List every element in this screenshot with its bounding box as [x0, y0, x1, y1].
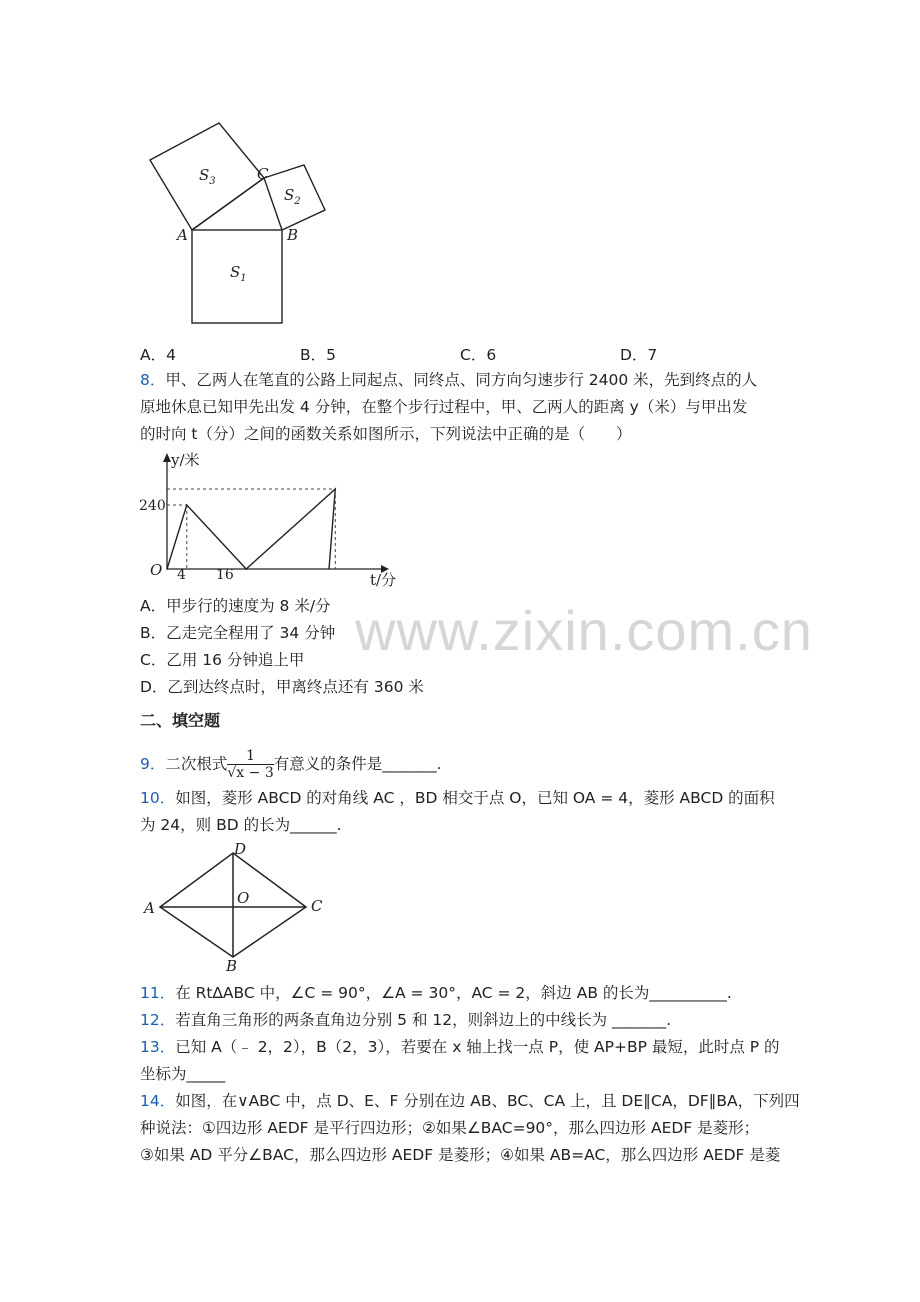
squares-figure	[140, 115, 340, 330]
data-point-0	[166, 568, 168, 570]
data-point-2	[245, 568, 247, 570]
q10-line2: 为 24，则 BD 的长为______.	[140, 816, 342, 834]
q8-line1: 8．甲、乙两人在笔直的公路上同起点、同终点、同方向匀速步行 2400 米，先到终点的人	[140, 371, 758, 389]
q7-option-c[interactable]: C．6	[460, 346, 497, 364]
label-s3: $S_3$	[199, 166, 216, 187]
q13-line2: 坐标为_____	[140, 1065, 226, 1083]
label-rhombus-c: C	[311, 897, 323, 915]
label-rhombus-o: O	[237, 889, 250, 907]
q8-option-d[interactable]: D．乙到达终点时，甲离终点还有 360 米	[140, 678, 424, 696]
q10-line1: 10．如图，菱形 ABCD 的对角线 AC ，BD 相交于点 O，已知 OA = 4，菱形 ABCD 的面积	[140, 789, 775, 807]
rhombus-figure	[150, 845, 323, 965]
label-s2: $S_2$	[284, 186, 301, 207]
data-point-3	[335, 488, 337, 490]
label-s1: $S_1$	[230, 263, 247, 284]
section-title: 二、填空题	[140, 711, 221, 730]
y-tick-240: 240	[139, 498, 166, 514]
q7-option-d[interactable]: D．7	[620, 346, 658, 364]
q14-line3: ③如果 AD 平分∠BAC，那么四边形 AEDF 是菱形；④如果 AB=AC，那么四边形 AEDF 是菱	[140, 1146, 781, 1164]
watermark: www.zixin.com.cn	[355, 599, 813, 662]
q14-line2: 种说法：①四边形 AEDF 是平行四边形；②如果∠BAC=90°，那么四边形 AEDF 是菱形；	[140, 1119, 760, 1137]
x-tick-16: 16	[216, 567, 234, 583]
q8-line3: 的时向 t（分）之间的函数关系如图所示，下列说法中正确的是（ ）	[140, 425, 632, 443]
data-point-1	[186, 504, 188, 506]
q8-option-a[interactable]: A．甲步行的速度为 8 米/分	[140, 597, 331, 615]
label-a: A	[177, 226, 188, 244]
q7-option-a[interactable]: A．4	[140, 346, 176, 364]
q7-option-b[interactable]: B．5	[300, 346, 336, 364]
q9-line: 9．二次根式 $\frac{1}{√x - 3}$ 有意义的条件是_______.	[140, 748, 442, 781]
x-axis-label: t/分	[370, 571, 397, 589]
label-rhombus-a: A	[144, 899, 155, 917]
q8-line2: 原地休息已知甲先出发 4 分钟，在整个步行过程中，甲、乙两人的距离 y（米）与甲出发	[140, 398, 748, 416]
label-b: B	[287, 226, 299, 244]
q13-line1: 13．已知 A（﹣ 2，2），B（2，3），若要在 x 轴上找一点 P，使 AP+BP 最短，此时点 P 的	[140, 1038, 780, 1056]
q11-line: 11．在 Rt∆ABC 中，∠C = 90°，∠A = 30°，AC = 2，斜边 AB 的长为__________.	[140, 984, 732, 1002]
q8-option-c[interactable]: C．乙用 16 分钟追上甲	[140, 651, 305, 669]
q12-line: 12．若直角三角形的两条直角边分别 5 和 12，则斜边上的中线长为 _______.	[140, 1011, 672, 1029]
label-rhombus-b: B	[226, 957, 238, 975]
y-axis-label: y/米	[171, 451, 200, 469]
label-c: C	[257, 165, 269, 183]
x-tick-4: 4	[177, 567, 186, 583]
y-axis-arrow	[163, 453, 171, 462]
origin-label: O	[150, 561, 163, 579]
q8-option-b[interactable]: B．乙走完全程用了 34 分钟	[140, 624, 336, 642]
q14-line1: 14．如图，在∨ABC 中，点 D、E、F 分别在边 AB、BC、CA 上，且 DE∥CA，DF∥BA，下列四	[140, 1092, 800, 1110]
label-rhombus-d: D	[234, 840, 247, 858]
distance-line	[167, 489, 335, 569]
q9-fraction: $\frac{1}{√x - 3}$	[227, 748, 274, 781]
